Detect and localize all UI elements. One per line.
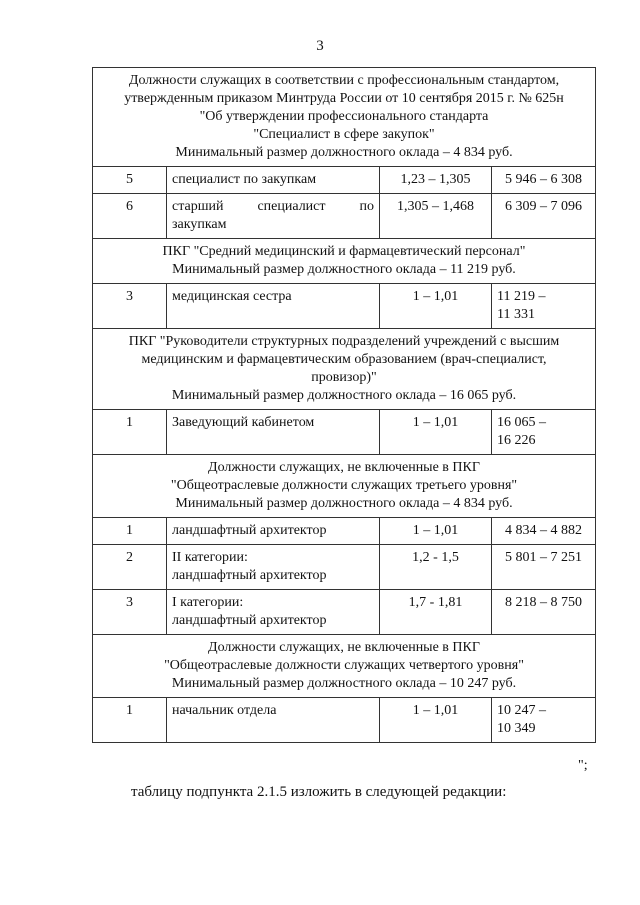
salary-table bbox=[92, 67, 596, 743]
section-header-line: ПКГ "Средний медицинский и фармацевтический персонал" bbox=[162, 244, 526, 259]
section-header bbox=[93, 239, 596, 284]
section-header-line: Минимальный размер должностного оклада – 16 065 руб. bbox=[171, 388, 517, 403]
position-title-line: закупкам bbox=[172, 217, 227, 232]
table-row bbox=[93, 167, 596, 194]
section-header-line: Должности служащих, не включенные в ПКГ bbox=[208, 460, 480, 475]
title-word: специалист bbox=[257, 199, 326, 214]
section-header-line: Должности служащих, не включенные в ПКГ bbox=[208, 640, 480, 655]
section-header-line: медицинским и фармацевтическим образованием (врач-специалист, bbox=[141, 352, 547, 367]
row-number: 2 bbox=[93, 545, 167, 590]
salary-range bbox=[492, 545, 596, 590]
salary-range bbox=[492, 518, 596, 545]
salary-line: 11 331 bbox=[497, 307, 535, 322]
title-word: по bbox=[359, 199, 374, 214]
coefficient-range: 1,305 – 1,468 bbox=[380, 194, 492, 239]
row-number: 1 bbox=[93, 410, 167, 455]
position-title bbox=[167, 410, 380, 455]
section-header-line: "Об утверждении профессионального стандарта bbox=[199, 109, 489, 124]
coefficient-range: 1 – 1,01 bbox=[380, 518, 492, 545]
position-title bbox=[167, 518, 380, 545]
section-header-row bbox=[93, 68, 596, 167]
section-header-line: "Общеотраслевые должности служащих третьего уровня" bbox=[170, 478, 518, 493]
section-header-line: Минимальный размер должностного оклада – 10 247 руб. bbox=[171, 676, 517, 691]
position-title-line: II категории: bbox=[172, 550, 248, 565]
position-title bbox=[167, 590, 380, 635]
section-header-line: ПКГ "Руководители структурных подразделений учреждений с высшим bbox=[128, 334, 560, 349]
row-number: 6 bbox=[93, 194, 167, 239]
salary-line: 16 065 – bbox=[497, 415, 546, 430]
position-title bbox=[167, 545, 380, 590]
section-header-line: Должности служащих в соответствии с профессиональным стандартом, bbox=[128, 73, 560, 88]
position-title-line bbox=[172, 198, 374, 216]
coefficient-range: 1,7 - 1,81 bbox=[380, 590, 492, 635]
section-header-row bbox=[93, 635, 596, 698]
position-title bbox=[167, 698, 380, 743]
salary-line: 10 349 bbox=[497, 721, 536, 736]
salary-line: 11 219 – bbox=[497, 289, 546, 304]
section-header-line: "Общеотраслевые должности служащих четвертого уровня" bbox=[164, 658, 524, 673]
coefficient-range: 1 – 1,01 bbox=[380, 284, 492, 329]
section-header bbox=[93, 68, 596, 167]
position-title-line: I категории: bbox=[172, 595, 244, 610]
page-number: 3 bbox=[316, 38, 324, 54]
salary-line: 10 247 – bbox=[497, 703, 546, 718]
position-title-line: начальник отдела bbox=[172, 703, 277, 718]
salary-range bbox=[492, 698, 596, 743]
position-title-line: ландшафтный архитектор bbox=[172, 613, 327, 628]
title-word: старший bbox=[172, 199, 224, 214]
salary-line: 5 801 – 7 251 bbox=[505, 550, 582, 565]
table-row bbox=[93, 518, 596, 545]
section-header-line: Минимальный размер должностного оклада – 4 834 руб. bbox=[175, 496, 513, 511]
salary-line: 5 946 – 6 308 bbox=[505, 172, 582, 187]
position-title-line: Заведующий кабинетом bbox=[172, 415, 315, 430]
salary-range bbox=[492, 590, 596, 635]
coefficient-range: 1,2 - 1,5 bbox=[380, 545, 492, 590]
coefficient-range: 1 – 1,01 bbox=[380, 410, 492, 455]
section-header-row bbox=[93, 329, 596, 410]
position-title bbox=[167, 194, 380, 239]
section-header bbox=[93, 455, 596, 518]
section-header bbox=[93, 635, 596, 698]
salary-line: 4 834 – 4 882 bbox=[505, 523, 582, 538]
salary-range bbox=[492, 284, 596, 329]
section-header-line: "Специалист в сфере закупок" bbox=[253, 127, 435, 142]
position-title bbox=[167, 284, 380, 329]
table-row bbox=[93, 284, 596, 329]
closing-quote: "; bbox=[578, 758, 588, 773]
position-title-line: ландшафтный архитектор bbox=[172, 523, 327, 538]
coefficient-range: 1,23 – 1,305 bbox=[380, 167, 492, 194]
row-number: 1 bbox=[93, 518, 167, 545]
row-number: 3 bbox=[93, 590, 167, 635]
section-header-row bbox=[93, 239, 596, 284]
section-header-row bbox=[93, 455, 596, 518]
salary-range bbox=[492, 194, 596, 239]
salary-line: 8 218 – 8 750 bbox=[505, 595, 582, 610]
position-title bbox=[167, 167, 380, 194]
row-number: 5 bbox=[93, 167, 167, 194]
section-header-line: провизор)" bbox=[311, 370, 377, 385]
section-header bbox=[93, 329, 596, 410]
salary-line: 16 226 bbox=[497, 433, 536, 448]
position-title-line: специалист по закупкам bbox=[172, 172, 317, 187]
table-row bbox=[93, 698, 596, 743]
row-number: 3 bbox=[93, 284, 167, 329]
section-header-line: Минимальный размер должностного оклада – 4 834 руб. bbox=[175, 145, 513, 160]
salary-range bbox=[492, 167, 596, 194]
position-title-line: медицинская сестра bbox=[172, 289, 292, 304]
coefficient-range: 1 – 1,01 bbox=[380, 698, 492, 743]
salary-range bbox=[492, 410, 596, 455]
paragraph-text: таблицу подпункта 2.1.5 изложить в следующей редакции: bbox=[131, 784, 507, 800]
table-row bbox=[93, 410, 596, 455]
position-title-line: ландшафтный архитектор bbox=[172, 568, 327, 583]
table-row bbox=[93, 545, 596, 590]
table-row bbox=[93, 590, 596, 635]
section-header-line: утвержденным приказом Минтруда России от 10 сентября 2015 г. № 625н bbox=[124, 91, 564, 106]
table-row bbox=[93, 194, 596, 239]
section-header-line: Минимальный размер должностного оклада – 11 219 руб. bbox=[172, 262, 516, 277]
salary-line: 6 309 – 7 096 bbox=[505, 199, 582, 214]
row-number: 1 bbox=[93, 698, 167, 743]
